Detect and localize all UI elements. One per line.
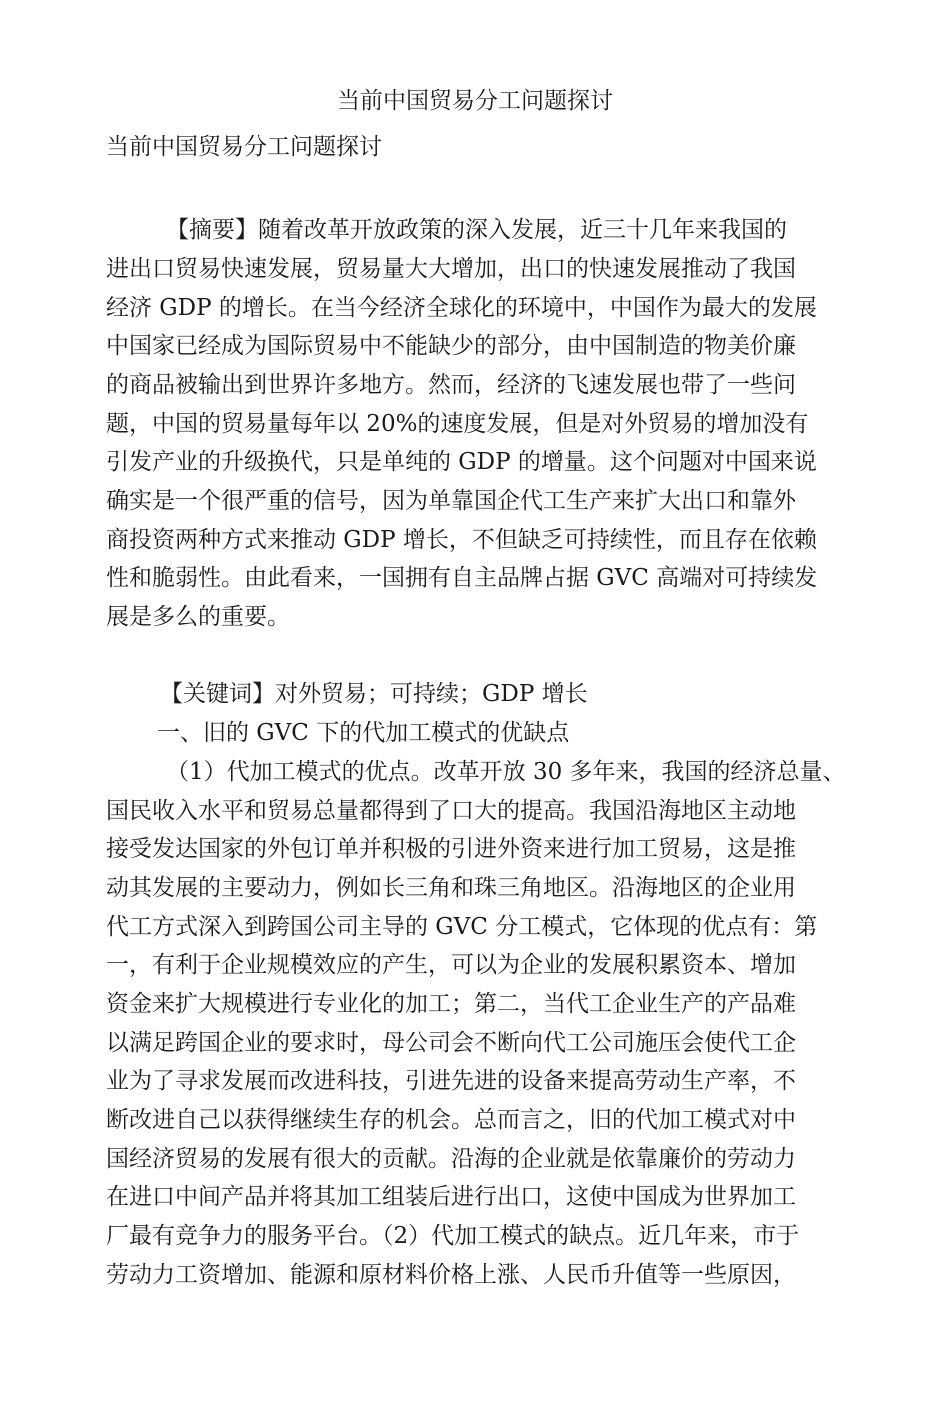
body-line: 一，有利于企业规模效应的产生，可以为企业的发展积累资本、增加 (106, 952, 796, 978)
body-line: 动其发展的主要动力，例如长三角和珠三角地区。沿海地区的企业用 (106, 875, 796, 901)
body-line: 断改进自己以获得继续生存的机会。总而言之，旧的代加工模式对中 (106, 1107, 796, 1133)
body-line: 资金来扩大规模进行专业化的加工；第二，当代工企业生产的产品难 (106, 991, 796, 1017)
body-line: （1）代加工模式的优点。改革开放 30 多年来，我国的经济总量、 (166, 759, 846, 785)
abstract-line: 确实是一个很严重的信号，因为单靠国企代工生产来扩大出口和靠外 (106, 488, 796, 514)
abstract-line: 展是多么的重要。 (106, 604, 290, 630)
body-line: 接受发达国家的外包订单并积极的引进外资来进行加工贸易，这是推 (106, 836, 796, 862)
body-line: 在进口中间产品并将其加工组装后进行出口，这使中国成为世界加工 (106, 1184, 796, 1210)
keywords: 【关键词】对外贸易；可持续；GDP 增长 (160, 681, 588, 707)
body-line: 业为了寻求发展而改进科技，引进先进的设备来提高劳动生产率，不 (106, 1068, 796, 1094)
abstract-line: 经济 GDP 的增长。在当今经济全球化的环境中，中国作为最大的发展 (106, 295, 817, 321)
abstract-line: 引发产业的升级换代，只是单纯的 GDP 的增量。这个问题对中国来说 (106, 449, 817, 475)
body-line: 国民收入水平和贸易总量都得到了口大的提高。我国沿海地区主动地 (106, 798, 796, 824)
body-line: 国经济贸易的发展有很大的贡献。沿海的企业就是依靠廉价的劳动力 (106, 1146, 796, 1172)
body-line: 劳动力工资增加、能源和原材料价格上涨、人民币升值等一些原因， (106, 1262, 796, 1288)
body-line: 以满足跨国企业的要求时，母公司会不断向代工公司施压会使代工企 (106, 1030, 796, 1056)
document-title: 当前中国贸易分工问题探讨 (337, 88, 613, 114)
abstract-line: 性和脆弱性。由此看来，一国拥有自主品牌占据 GVC 高端对可持续发 (106, 565, 818, 591)
abstract-line: 的商品被输出到世界许多地方。然而，经济的飞速发展也带了一些问 (106, 372, 796, 398)
document-subtitle: 当前中国贸易分工问题探讨 (106, 134, 382, 160)
abstract-line: 商投资两种方式来推动 GDP 增长，不但缺乏可持续性，而且存在依赖 (106, 527, 817, 553)
section-heading: 一、旧的 GVC 下的代加工模式的优缺点 (157, 720, 570, 746)
body-line: 厂最有竞争力的服务平台。（2）代加工模式的缺点。近几年来，市于 (106, 1223, 800, 1249)
body-line: 代工方式深入到跨国公司主导的 GVC 分工模式，它体现的优点有：第 (106, 914, 818, 940)
abstract-line: 进出口贸易快速发展，贸易量大大增加，出口的快速发展推动了我国 (106, 256, 796, 282)
abstract-line: 【摘要】随着改革开放政策的深入发展，近三十几年来我国的 (166, 217, 787, 243)
abstract-line: 中国家已经成为国际贸易中不能缺少的部分，由中国制造的物美价廉 (106, 333, 796, 359)
abstract-line: 题，中国的贸易量每年以 20%的速度发展，但是对外贸易的增加没有 (106, 411, 809, 437)
